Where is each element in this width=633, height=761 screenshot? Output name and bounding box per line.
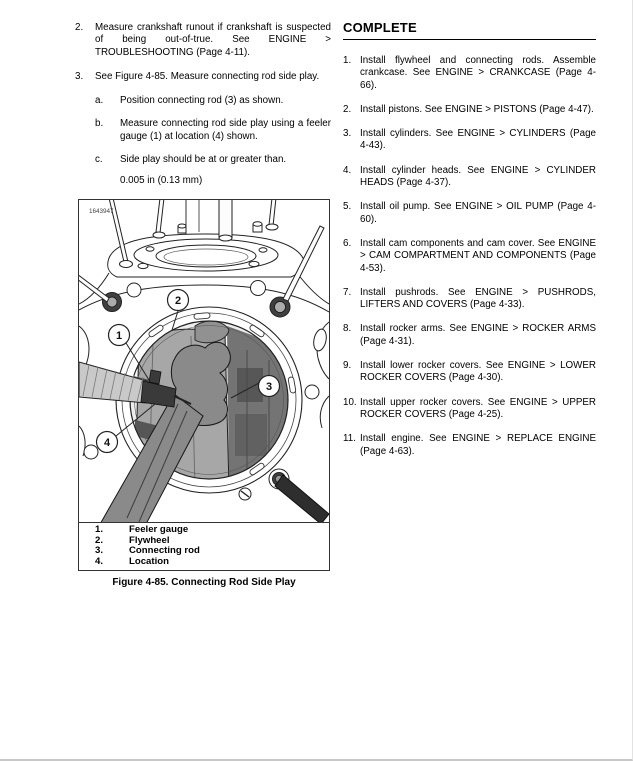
substep-b [95,118,331,143]
step-number: 7. [343,286,352,298]
figure-frame [78,199,330,572]
gasket-hole [146,246,154,250]
step-text: Install lower rocker covers. See ENGINE > LOWER ROCKER COVERS (Page 4-30). [360,360,596,384]
step-text: Measure crankshaft runout if crankshaft is suspected of being out-of-true. See ENGINE > TROUBLESHOOTING (Page 4-11). [95,22,331,58]
right-column [343,20,596,470]
step-number: 10. [343,396,357,408]
dowel-pin [178,224,186,233]
step-text: Install cam components and cam cover. See ENGINE > CAM COMPARTMENT AND COMPONENTS (Page 4-53). [360,237,596,274]
substep-text [120,154,331,188]
substep-text-line: Side play should be at or greater than. [120,154,287,166]
svg-text:3: 3 [265,380,273,393]
step-number: 2. [343,103,352,115]
left-column [75,22,331,588]
install-step-1 [343,55,596,92]
svg-text:2: 2 [174,294,182,307]
install-step-11 [343,433,596,458]
svg-text:1: 1 [115,329,123,342]
install-step-5 [343,201,596,226]
step-text: Install upper rocker covers. See ENGINE > UPPER ROCKER COVERS (Page 4-25). [360,396,596,420]
step-number: 5. [343,201,352,213]
legend-number: 2. [95,534,104,546]
install-step-9 [343,360,596,385]
step-number: 8. [343,323,352,335]
step-number: 11. [343,433,356,445]
substep-letter: a. [95,95,104,107]
install-step-6 [343,238,596,275]
callout-1-badge [109,324,130,345]
step-text: Install engine. See ENGINE > REPLACE ENGINE (Page 4-63). [360,433,596,457]
figure-id-number: 1643947 [89,207,114,215]
gasket-hole [259,247,267,251]
dowel-pin [253,221,262,231]
legend-label: Feeler gauge [129,523,189,535]
figure-4-85 [78,199,330,589]
step-text: See Figure 4-85. Measure connecting rod side play. [95,70,320,82]
substep-letter: b. [95,118,104,130]
legend-number: 3. [95,545,104,557]
bolt-hole [127,283,141,297]
substep-letter: c. [95,154,103,166]
install-step-10 [343,397,596,422]
spec-value: 0.005 in (0.13 mm) [120,175,203,187]
bolt-hole [305,385,319,399]
substep-text: Position connecting rod (3) as shown. [120,95,284,107]
substep-a [95,95,331,107]
deck-hole [249,261,259,266]
substep-c [95,154,331,188]
figure-illustration [79,200,329,523]
step-number: 4. [343,164,352,176]
legend-label: Location [129,556,169,568]
callout-2-badge [168,289,189,310]
step-text: Install pushrods. See ENGINE > PUSHRODS, LIFTERS AND COVERS (Page 4-33). [360,286,596,311]
figure-caption: Figure 4-85. Connecting Rod Side Play [112,577,296,589]
section-heading-complete: COMPLETE [343,20,596,40]
step-text: Install rocker arms. See ENGINE > ROCKER ARMS (Page 4-31). [360,323,596,347]
install-step-3 [343,128,596,153]
step-text: Install oil pump. See ENGINE > OIL PUMP (Page 4-60). [360,201,596,225]
bolt-hole [84,445,98,459]
substep-list [95,95,331,187]
bolt-hole [251,280,266,295]
legend-label: Connecting rod [129,545,200,557]
install-step-4 [343,165,596,190]
substep-text: Measure connecting rod side play using a feeler gauge (1) at location (4) shown. [120,118,331,142]
install-step-7 [343,287,596,312]
legend-item-feeler-gauge [95,525,329,536]
callout-3-badge [259,375,280,396]
step-number: 2. [75,22,84,33]
deck-hole [138,263,148,268]
step-measure-side-play [75,71,331,83]
legend-label: Flywheel [129,534,170,546]
step-number: 3. [343,128,352,140]
install-step-2 [343,104,596,116]
svg-text:4: 4 [103,436,111,449]
step-text: Install cylinders. See ENGINE > CYLINDERS (Page 4-43). [360,128,596,152]
legend-number: 4. [95,556,104,568]
step-measure-runout [75,22,331,59]
step-number: 3. [75,70,84,82]
figure-legend [79,523,329,571]
legend-item-location [95,557,329,568]
gauge-stub [149,370,161,384]
install-step-8 [343,323,596,348]
step-number: 1. [343,55,352,66]
step-number: 9. [343,360,352,372]
step-number: 6. [343,237,352,249]
step-text: Install pistons. See ENGINE > PISTONS (Page 4-47). [360,103,594,115]
center-rod [219,200,232,238]
legend-number: 1. [95,523,104,535]
step-text: Install cylinder heads. See ENGINE > CYLINDER HEADS (Page 4-37). [360,164,596,189]
callout-4-badge [97,431,118,452]
step-text: Install flywheel and connecting rods. Assemble crankcase. See ENGINE > CRANKCASE (Page 4-66). [360,55,596,91]
